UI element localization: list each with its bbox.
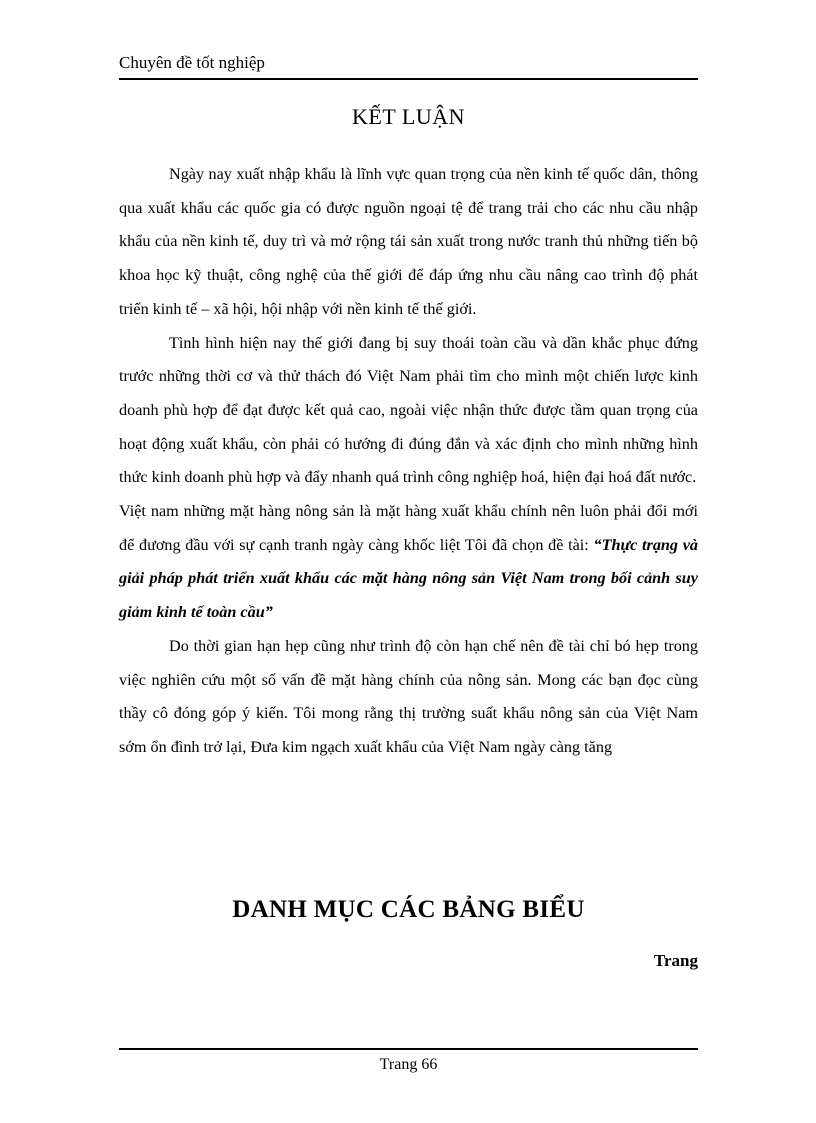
footer-divider xyxy=(119,1048,698,1050)
section-title: DANH MỤC CÁC BẢNG BIỂU xyxy=(232,896,585,923)
paragraph-1: Ngày nay xuất nhập khẩu là lĩnh vực quan trọng của nền kinh tế quốc dân, thông qua xuất khẩu các quốc gia có được nguồn ngoại tệ để trang trải cho các nhu cầu nhập khẩu của nền kinh tế, duy trì và mở rộng tái sản xuất trong nước tranh thủ những tiến bộ khoa học kỹ thuật, công nghệ của thế giới để đáp ứng nhu cầu nâng cao trình độ phát triển kinh tế – xã hội, hội nhập với nền kinh tế thế giới. xyxy=(119,165,698,318)
paragraph-3 xyxy=(119,495,698,630)
page-column-label: Trang xyxy=(653,951,698,970)
page-footer: Trang 66 xyxy=(379,1056,438,1073)
paragraph-4: Do thời gian hạn hẹp cũng như trình độ còn hạn chế nên đề tài chỉ bó hẹp trong việc nghiên cứu một số vấn đề mặt hàng chính của nông sản. Mong các bạn đọc cùng thầy cô đóng góp ý kiến. Tôi mong rằng thị trường suất khẩu nông sản của Việt Nam sớm ổn đình trở lại, Đưa kim ngạch xuất khẩu của Việt Nam ngày càng tăng xyxy=(119,636,698,756)
thesis-topic: “Thực trạng và giải pháp phát triển xuất khẩu các mặt hàng nông sản Việt Nam trong bối cảnh suy giảm kinh tế toàn cầu” xyxy=(119,535,698,622)
paragraph-3-text: Việt nam những mặt hàng nông sản là mặt hàng xuất khẩu chính nên luôn phải đổi mới để đương đầu với sự cạnh tranh ngày càng khốc liệt Tôi đã chọn đề tài: xyxy=(119,502,698,554)
page-header: Chuyên đề tốt nghiệp xyxy=(119,52,698,80)
body-content xyxy=(119,158,698,765)
page-title: KẾT LUẬN xyxy=(352,104,465,129)
paragraph-2: Tình hình hiện nay thế giới đang bị suy thoái toàn cầu và dần khắc phục đứng trước những thời cơ và thử thách đó Việt Nam phải tìm cho mình một chiến lược kinh doanh phù hợp để đạt được kết quả cao, ngoài việc nhận thức được tầm quan trọng của hoạt động xuất khẩu, còn phải có hướng đi đúng đắn và xác định cho mình những hình thức kinh doanh phù hợp và đẩy nhanh quá trình công nghiệp hoá, hiện đại hoá đất nước. xyxy=(119,333,698,487)
